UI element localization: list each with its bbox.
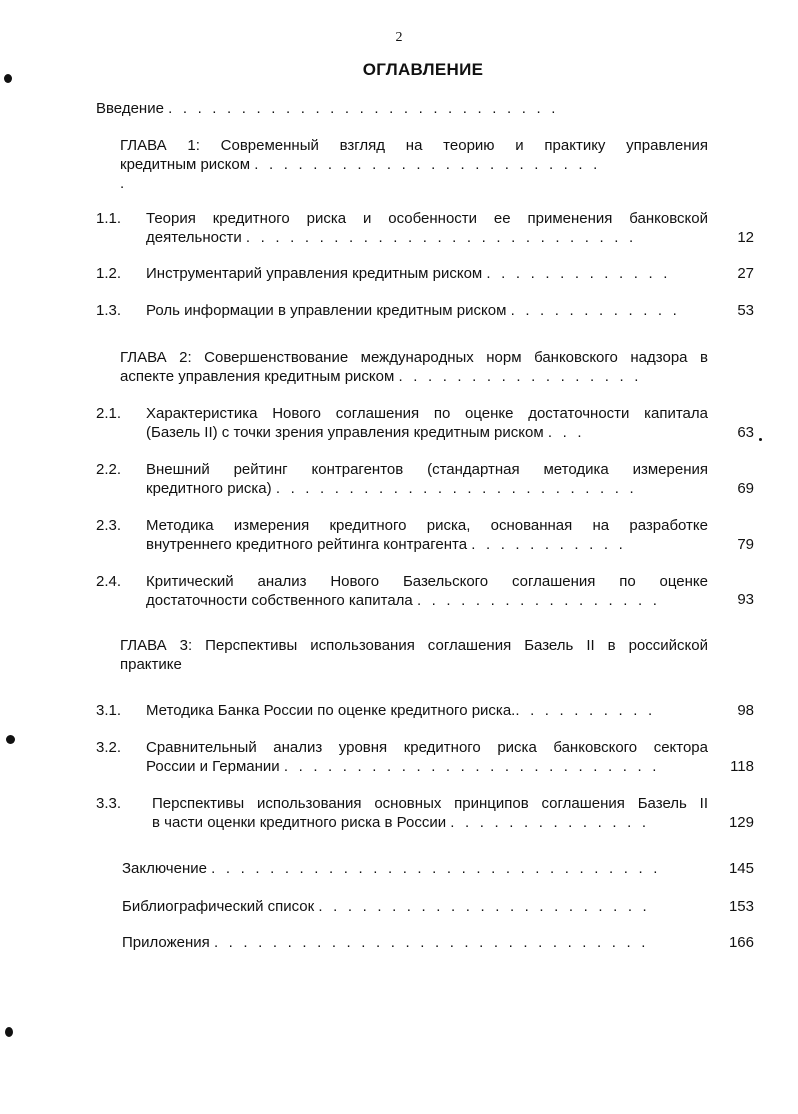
leader-dots: . . . . . . . . . . . . . . . . . . . . . . . . . . . . . . . (211, 860, 661, 877)
toc-conclusion (122, 859, 661, 878)
section-title: Теория кредитного риска и особенности ее применения банковской (146, 210, 708, 227)
punch-hole-mark (5, 1027, 13, 1037)
leader-dots: . . . . . . . . . . . . . (486, 265, 671, 282)
section-title-cont: в части оценки кредитного риска в России (152, 814, 447, 831)
toc-item-label: Библиографический список (122, 898, 315, 915)
page-ref: 118 (730, 758, 754, 775)
leader-dots: . . . . . . . . . . (515, 702, 656, 719)
toc-intro (96, 99, 559, 118)
toc-chapter-2 (120, 348, 708, 386)
toc-item-label: Приложения (122, 934, 210, 951)
chapter-heading-cont: практике (120, 656, 182, 673)
section-title: Методика измерения кредитного риска, основанная на разработке (146, 517, 708, 534)
chapter-heading: ГЛАВА 3: Перспективы использования соглашения Базель II в российской (120, 637, 708, 654)
page-number: 2 (395, 30, 403, 45)
page-ref: 98 (737, 702, 754, 719)
section-title: Характеристика Нового соглашения по оценке достаточности капитала (146, 405, 708, 422)
toc-section (146, 572, 708, 610)
section-number: 1.1. (96, 210, 122, 227)
punch-hole-mark (4, 74, 12, 83)
toc-section (146, 404, 708, 442)
toc-section (146, 460, 708, 498)
page-ref: 53 (737, 302, 754, 319)
leader-dots: . (120, 175, 125, 192)
page-ref: 93 (737, 591, 754, 608)
section-title: Инструментарий управления кредитным риском (146, 265, 483, 282)
leader-dots: . . . . . . . . . . . . . . . . . (416, 592, 661, 609)
leader-dots: . . . . . . . . . . . . . . (450, 814, 650, 831)
toc-item-label: Заключение (122, 860, 207, 877)
page-ref: 12 (737, 229, 754, 246)
leader-dots: . . . . . . . . . . . . . . . . . . . . . . . . . . . (168, 100, 559, 117)
section-number: 1.2. (96, 265, 122, 282)
page-ref: 166 (728, 934, 754, 951)
section-title-cont: достаточности собственного капитала (146, 592, 413, 609)
section-title: Критический анализ Нового Базельского соглашения по оценке (146, 573, 708, 590)
page-ref: 145 (728, 860, 754, 877)
page-ref: 79 (737, 536, 754, 553)
section-number: 2.3. (96, 517, 122, 534)
speck-mark (759, 438, 762, 441)
toc-chapter-1 (120, 136, 708, 193)
toc-section (146, 701, 655, 720)
section-number: 2.1. (96, 405, 122, 422)
toc-section (146, 264, 671, 283)
chapter-heading-cont: аспекте управления кредитным риском (120, 368, 395, 385)
section-number: 2.2. (96, 461, 122, 478)
toc-bibliography (122, 897, 650, 916)
section-number: 3.2. (96, 739, 122, 756)
leader-dots: . . . . . . . . . . . . . . . . . . . . . . . . (254, 156, 601, 173)
page-ref: 69 (737, 480, 754, 497)
section-title-cont: кредитного риска) (146, 480, 272, 497)
page-ref: 129 (728, 814, 754, 831)
toc-appendices (122, 933, 649, 952)
section-title: Внешний рейтинг контрагентов (стандартная методика измерения (146, 461, 708, 478)
page-ref: 27 (737, 265, 754, 282)
punch-hole-mark (6, 735, 15, 744)
section-title-cont: (Базель II) с точки зрения управления кредитным риском (146, 424, 544, 441)
leader-dots: . . . . . . . . . . . . . . . . . . . . . . . . . . (283, 758, 660, 775)
section-title-cont: России и Германии (146, 758, 280, 775)
leader-dots: . . . . . . . . . . . . . . . . . . . . . . . (318, 898, 650, 915)
leader-dots: . . . (547, 424, 585, 441)
leader-dots: . . . . . . . . . . . . (510, 302, 681, 319)
section-title: Сравнительный анализ уровня кредитного риска банковского сектора (146, 739, 708, 756)
section-number: 2.4. (96, 573, 122, 590)
section-number: 1.3. (96, 302, 122, 319)
chapter-heading: ГЛАВА 1: Современный взгляд на теорию и практику управления (120, 137, 708, 154)
section-number: 3.3. (96, 795, 122, 812)
leader-dots: . . . . . . . . . . . . . . . . . . . . . . . . . . . . . . (213, 934, 649, 951)
leader-dots: . . . . . . . . . . . (471, 536, 626, 553)
toc-section (146, 301, 680, 320)
toc-section (146, 209, 708, 247)
section-title-cont: деятельности (146, 229, 242, 246)
section-title-cont: внутреннего кредитного рейтинга контрагента (146, 536, 468, 553)
page-ref: 153 (728, 898, 754, 915)
toc-chapter-3 (120, 636, 708, 674)
leader-dots: . . . . . . . . . . . . . . . . . . . . . . . . . (275, 480, 637, 497)
section-title: Роль информации в управлении кредитным риском (146, 302, 507, 319)
section-title: Перспективы использования основных принципов соглашения Базель II (152, 795, 708, 812)
section-number: 3.1. (96, 702, 122, 719)
chapter-heading-cont: кредитным риском (120, 156, 251, 173)
toc-intro-label: Введение (96, 100, 164, 117)
page-ref: 63 (737, 424, 754, 441)
toc-section (146, 516, 708, 554)
leader-dots: . . . . . . . . . . . . . . . . . (398, 368, 642, 385)
chapter-heading: ГЛАВА 2: Совершенствование международных норм банковского надзора в (120, 349, 708, 366)
toc-section (146, 738, 708, 776)
section-title: Методика Банка России по оценке кредитного риска. (146, 702, 516, 719)
leader-dots: . . . . . . . . . . . . . . . . . . . . . . . . . . . (245, 229, 637, 246)
page-title: ОГЛАВЛЕНИЕ (362, 60, 484, 79)
toc-section (152, 794, 708, 832)
